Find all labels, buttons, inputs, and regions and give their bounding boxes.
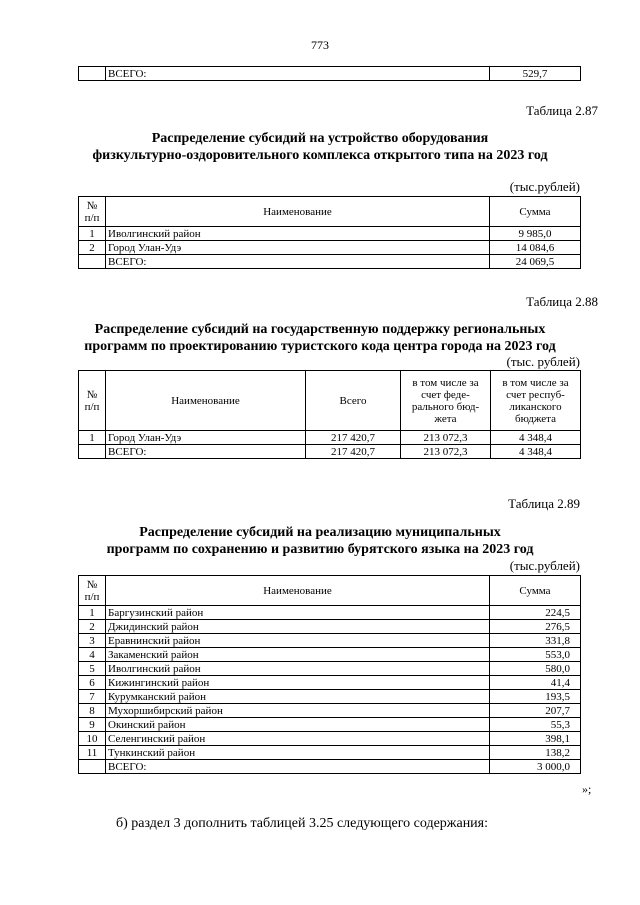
table-row <box>79 718 581 732</box>
row-num <box>79 760 106 774</box>
table-2-88-title-line1: Распределение субсидий на государственную поддержку региональных <box>94 322 546 337</box>
row-name: Иволгинский район <box>106 227 490 241</box>
row-num: 5 <box>79 662 106 676</box>
total-sum: 24 069,5 <box>490 255 581 269</box>
total-republic: 4 348,4 <box>491 445 581 459</box>
row-name: Мухоршибирский район <box>106 704 490 718</box>
row-num <box>79 445 106 459</box>
header-sum: Сумма <box>490 576 581 606</box>
table-row <box>79 241 581 255</box>
table-row <box>79 704 581 718</box>
table-total-row <box>79 445 581 459</box>
row-federal: 213 072,3 <box>401 431 491 445</box>
row-sum: 398,1 <box>490 732 581 746</box>
num-cell <box>79 67 106 81</box>
total-sum: 3 000,0 <box>490 760 581 774</box>
table-row <box>79 606 581 620</box>
row-name: Закаменский район <box>106 648 490 662</box>
table-2-88-label: Таблица 2.88 <box>526 294 598 309</box>
table-row <box>79 732 581 746</box>
row-total: 217 420,7 <box>306 431 401 445</box>
table-2-89 <box>78 575 581 774</box>
row-num: 3 <box>79 634 106 648</box>
row-sum: 138,2 <box>490 746 581 760</box>
table-row <box>79 690 581 704</box>
row-num: 8 <box>79 704 106 718</box>
page-number: 773 <box>311 38 329 52</box>
row-num: 6 <box>79 676 106 690</box>
row-sum: 224,5 <box>490 606 581 620</box>
closing-quote-mark: »; <box>582 782 592 796</box>
table-2-87-title-line1: Распределение субсидий на устройство оборудования <box>151 131 489 146</box>
header-federal: в том числе за счет феде-рального бюд-жета <box>401 371 491 431</box>
row-num <box>79 255 106 269</box>
table-row <box>79 746 581 760</box>
row-name: Кижингинский район <box>106 676 490 690</box>
header-total: Всего <box>306 371 401 431</box>
row-num: 7 <box>79 690 106 704</box>
row-num: 2 <box>79 620 106 634</box>
row-num: 4 <box>79 648 106 662</box>
row-sum: 193,5 <box>490 690 581 704</box>
header-num: № п/п <box>79 371 106 431</box>
row-sum: 580,0 <box>490 662 581 676</box>
table-2-87 <box>78 196 581 269</box>
row-name: Селенгинский район <box>106 732 490 746</box>
table-2-89-title-line1: Распределение субсидий на реализацию муниципальных <box>139 525 501 540</box>
total-sum: 529,7 <box>490 67 581 81</box>
header-republic: в том числе за счет респуб-ликанского бюджета <box>491 371 581 431</box>
row-num: 1 <box>79 606 106 620</box>
table-row <box>79 227 581 241</box>
row-name: Тункинский район <box>106 746 490 760</box>
header-sum: Сумма <box>490 197 581 227</box>
header-num: № п/п <box>79 197 106 227</box>
table-row <box>79 648 581 662</box>
table-2-88-unit: (тыс. рублей) <box>506 354 580 369</box>
table-row <box>79 620 581 634</box>
row-republic: 4 348,4 <box>491 431 581 445</box>
table-header-row <box>79 197 581 227</box>
table-total-row <box>79 760 581 774</box>
table-2-87-title-line2: физкультурно-оздоровительного комплекса открытого типа на 2023 год <box>92 148 548 163</box>
table-2-89-label: Таблица 2.89 <box>508 496 580 511</box>
total-label: ВСЕГО: <box>106 445 306 459</box>
row-num: 1 <box>79 227 106 241</box>
row-name: Еравнинский район <box>106 634 490 648</box>
row-sum: 55,3 <box>490 718 581 732</box>
row-num: 9 <box>79 718 106 732</box>
table-2-87-unit: (тыс.рублей) <box>509 179 580 194</box>
header-name: Наименование <box>106 371 306 431</box>
table-2-87-label: Таблица 2.87 <box>526 103 598 118</box>
table-2-89-title-line2: программ по сохранению и развитию бурятского языка на 2023 год <box>106 542 534 557</box>
total-label: ВСЕГО: <box>106 760 490 774</box>
table-header-row <box>79 576 581 606</box>
table-total-row <box>79 255 581 269</box>
table-row <box>79 431 581 445</box>
row-sum: 41,4 <box>490 676 581 690</box>
row-name: Город Улан-Удэ <box>106 241 490 255</box>
row-sum: 331,8 <box>490 634 581 648</box>
total-label: ВСЕГО: <box>106 67 490 81</box>
row-num: 11 <box>79 746 106 760</box>
row-name: Курумканский район <box>106 690 490 704</box>
table-2-89-unit: (тыс.рублей) <box>509 558 580 573</box>
row-sum: 276,5 <box>490 620 581 634</box>
row-name: Окинский район <box>106 718 490 732</box>
row-sum: 553,0 <box>490 648 581 662</box>
table-row <box>79 67 581 81</box>
row-name: Баргузинский район <box>106 606 490 620</box>
row-sum: 207,7 <box>490 704 581 718</box>
header-name: Наименование <box>106 576 490 606</box>
row-name: Город Улан-Удэ <box>106 431 306 445</box>
table-2-88 <box>78 370 581 459</box>
row-name: Джидинский район <box>106 620 490 634</box>
carry-over-table <box>78 66 581 81</box>
row-sum: 9 985,0 <box>490 227 581 241</box>
footnote-text: б) раздел 3 дополнить таблицей 3.25 следующего содержания: <box>116 816 489 831</box>
row-num: 1 <box>79 431 106 445</box>
row-num: 2 <box>79 241 106 255</box>
total-label: ВСЕГО: <box>106 255 490 269</box>
header-num: № п/п <box>79 576 106 606</box>
table-row <box>79 662 581 676</box>
table-header-row <box>79 371 581 431</box>
row-sum: 14 084,6 <box>490 241 581 255</box>
row-num: 10 <box>79 732 106 746</box>
row-name: Иволгинский район <box>106 662 490 676</box>
total-federal: 213 072,3 <box>401 445 491 459</box>
table-row <box>79 676 581 690</box>
total-total: 217 420,7 <box>306 445 401 459</box>
header-name: Наименование <box>106 197 490 227</box>
table-2-88-title-line2: программ по проектированию туристского кода центра города на 2023 год <box>84 339 556 354</box>
table-row <box>79 634 581 648</box>
